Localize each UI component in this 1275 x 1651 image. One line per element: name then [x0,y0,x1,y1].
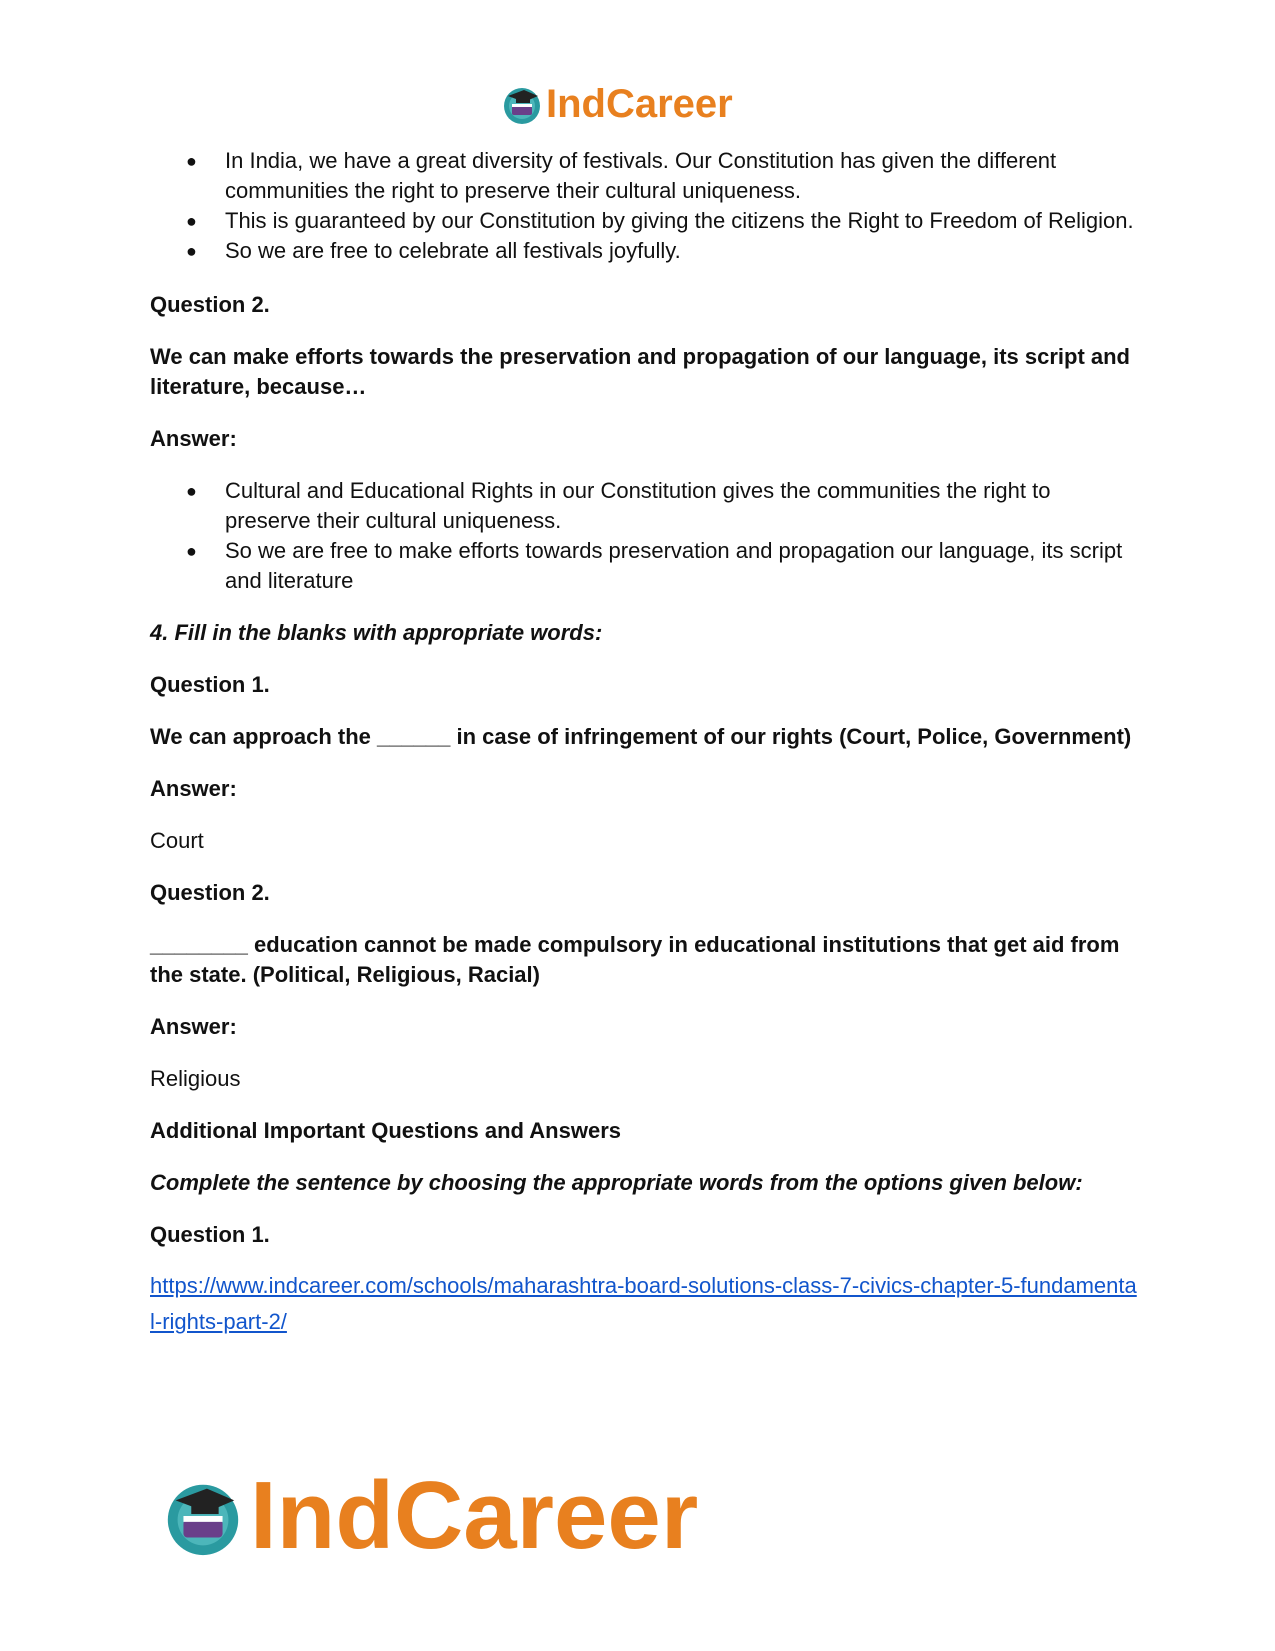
list-item: ● Cultural and Educational Rights in our Constitution gives the communities the right to preserve their cultural uniqueness. [150,476,1140,536]
answer-text: Court [150,828,204,853]
question-label: Question 2. [150,292,270,317]
list-item: ● In India, we have a great diversity of festivals. Our Constitution has given the different communities the right to preserve their cultural uniqueness. [150,146,1140,206]
main-content [150,146,1140,1340]
list-item: ● So we are free to make efforts towards preservation and propagation our language, its script and literature [150,536,1140,596]
answer-label: Answer: [150,1014,237,1039]
answer-label: Answer: [150,426,237,451]
logo-text: IndCareer [250,1462,699,1569]
logo-text: IndCareer [546,82,733,126]
question-label: Question 1. [150,672,270,697]
question-text: We can approach the ______ in case of infringement of our rights (Court, Police, Government) [150,724,1132,749]
graduation-globe-icon [500,82,544,126]
answer-text: Religious [150,1066,241,1091]
answer-label: Answer: [150,776,237,801]
intro-bullet-list [150,146,1140,266]
header-logo [500,80,733,128]
answer-bullet-list [150,476,1140,596]
list-item: ● This is guaranteed by our Constitution by giving the citizens the Right to Freedom of Religion. [150,206,1140,236]
source-url-link[interactable]: https://www.indcareer.com/schools/maharashtra-board-solutions-class-7-civics-chapter-5-fundamental-rights-part-2/ [150,1273,1137,1334]
additional-heading: Additional Important Questions and Answers [150,1118,622,1143]
question-text: ________ education cannot be made compulsory in educational institutions that get aid from the state. (Political, Religious, Racial) [150,932,1120,987]
list-item: ● So we are free to celebrate all festivals joyfully. [150,236,1140,266]
footer-logo [160,1462,699,1569]
question-label: Question 2. [150,880,270,905]
question-text: We can make efforts towards the preservation and propagation of our language, its script and literature, because… [150,344,1130,399]
graduation-globe-icon [160,1473,246,1559]
instruction-text: Complete the sentence by choosing the appropriate words from the options given below: [150,1170,1083,1195]
question-label: Question 1. [150,1222,270,1247]
section-heading: 4. Fill in the blanks with appropriate words: [150,620,603,645]
